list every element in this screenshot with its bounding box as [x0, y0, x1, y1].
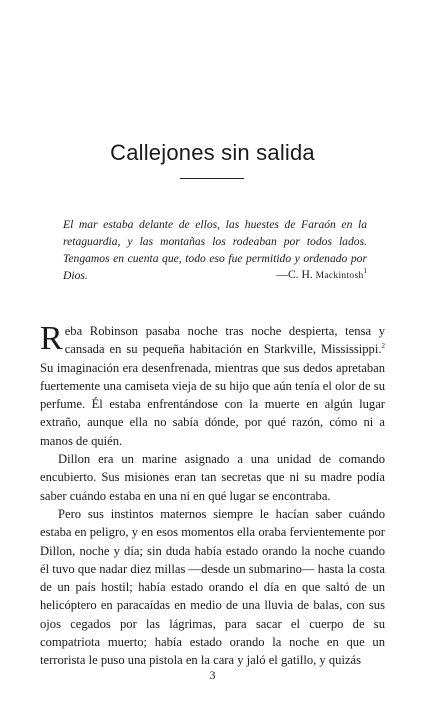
paragraph	[40, 322, 385, 450]
paragraph: Pero sus instintos maternos siempre le hacían saber cuándo estaba en peligro, y en esos momentos ella oraba fervientemente por Dillon, noche y día; sin duda había estado orando la noche cuando él tuvo que nadar diez millas —desde un submarino— hasta la costa de un país hostil; había estado orando el día en que saltó de un helicóptero en paracaídas en medio de una lluvia de balas, con sus ojos cegados por las lágrimas, para sacar el cuerpo de su compatriota muerto; había estado orando la noche en que un terrorista le puso una pistola en la cara y jaló el gatillo, y quizás	[40, 506, 385, 668]
paragraph-text: Su imaginación era desenfrenada, mientras que sus dedos apretaban fuertemente una camiseta vieja de su hijo que aún tenía el olor de su perfume. Él estaba enfrentándose con la muerte en algún lugar extraño, aunque ella no sabía dónde, por qué razón, cómo ni a manos de quién.	[40, 360, 385, 448]
drop-cap: R	[40, 320, 63, 357]
attribution-author: Mackintosh	[315, 271, 364, 281]
footnote-marker: 1	[363, 267, 367, 276]
body-text	[40, 322, 385, 670]
paragraph: Dillon era un marine asignado a una unidad de comando encubierto. Sus misiones eran tan secretas que ni su madre podía saber cuándo estaba en una ni en qué lugar se encontraba.	[40, 452, 385, 503]
epigraph-quote: El mar estaba delante de ellos, las huestes de Faraón en la retaguardia, y las montañas los rodeaban por todos lados. Tengamos en cuenta que, todo eso fue permitido y ordenado por Dios.	[63, 218, 367, 282]
page-number: 3	[209, 668, 216, 682]
title-divider	[180, 178, 244, 179]
paragraph-text: eba Robinson pasaba noche tras noche despierta, tensa y cansada en su pequeña habitación en Starkville, Mississippi.	[64, 324, 385, 357]
footnote-marker: 2	[381, 342, 385, 351]
epigraph-attribution	[63, 268, 367, 281]
chapter-title: Callejones sin salida	[110, 140, 315, 165]
attribution-prefix: —C. H.	[276, 268, 316, 281]
